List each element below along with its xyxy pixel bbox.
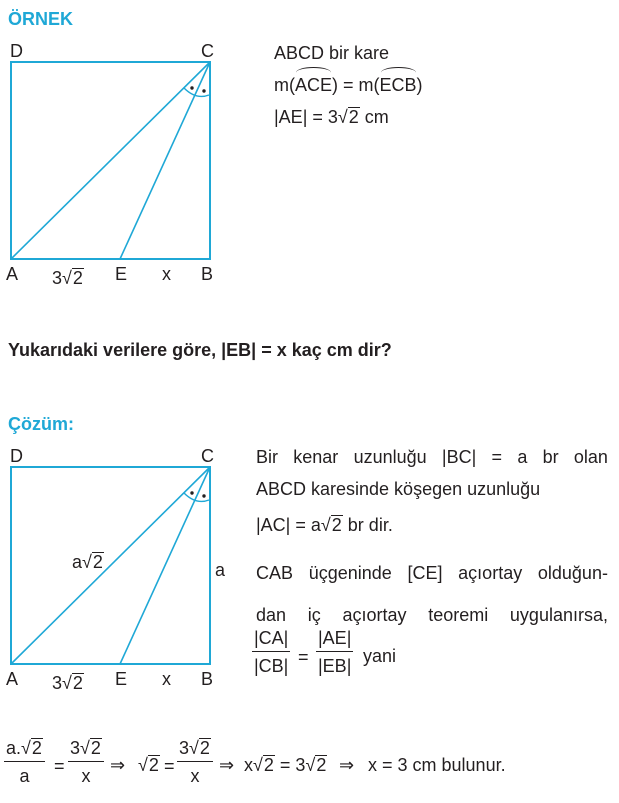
label-d: D — [10, 41, 23, 61]
root2-term: √2 — [138, 755, 159, 775]
label-a: A — [6, 264, 19, 284]
final-eq-1: = — [54, 756, 65, 776]
diagonal-ac-solution — [11, 467, 210, 664]
given-line-3: |AE| = 3√2 cm — [274, 107, 389, 127]
fraction-a-root2-over-a: $\frac{a.√2}{a}$ — [4, 738, 45, 787]
final-eq-2: = — [164, 756, 175, 776]
label-d-solution: D — [10, 446, 23, 466]
fraction-3root2-over-x-2: $\frac{3√2}{x}$ — [177, 738, 213, 787]
angle-mark-1-solution — [190, 491, 193, 494]
fraction-3root2-over-x: $\frac{3√2}{x}$ — [68, 738, 104, 787]
bisector-ce-solution — [120, 467, 210, 664]
solution-text-line-1: Bir kenar uzunluğu |BC| = a br olan — [256, 447, 608, 467]
label-c: C — [201, 41, 214, 61]
solution-text-line-5: dan iç açıortay teoremi uygulanırsa, — [256, 605, 608, 625]
implies-1: ⇒ — [110, 755, 126, 775]
solution-text-line-2: ABCD karesinde köşegen uzunluğu — [256, 479, 541, 499]
label-a-solution: A — [6, 669, 19, 689]
given-line-1: ABCD bir kare — [274, 43, 390, 63]
label-e: E — [115, 264, 128, 284]
label-b: B — [201, 264, 214, 284]
label-side-a: a — [215, 560, 226, 580]
label-b-solution: B — [201, 669, 214, 689]
final-result: x = 3 cm bulunur. — [368, 755, 506, 775]
equals-sign: = — [298, 647, 309, 667]
implies-3: ⇒ — [339, 755, 355, 775]
solution-text-line-4: CAB üçgeninde [CE] açıortay olduğun- — [256, 563, 608, 583]
label-ae-length-solution: 3√2 — [52, 673, 83, 693]
implies-2: ⇒ — [219, 755, 235, 775]
x-root2-equation: x√2 = 3√2 — [244, 755, 327, 775]
angle-mark-2-solution — [202, 494, 205, 497]
label-ae-length: 3√2 — [52, 268, 83, 288]
example-heading: ÖRNEK — [8, 9, 74, 29]
yani-text: yani — [363, 646, 397, 666]
label-diagonal-length: a√2 — [72, 552, 103, 572]
fraction-ca-cb: $\frac{|CA|}{|CB|}$ — [254, 628, 289, 676]
solution-text-line-3: |AC| = a√2 br dir. — [256, 515, 393, 535]
fraction-ae-eb: $\frac{|AE|}{|EB|}$ — [318, 628, 352, 676]
label-e-solution: E — [115, 669, 128, 689]
question-text: Yukarıdaki verilere göre, |EB| = x kaç cm dir? — [8, 340, 392, 360]
label-x-solution: x — [162, 669, 171, 689]
solution-heading: Çözüm: — [8, 414, 74, 434]
label-x: x — [162, 264, 171, 284]
label-c-solution: C — [201, 446, 214, 466]
given-line-2: m(ACE) = m(ECB) — [274, 75, 423, 95]
